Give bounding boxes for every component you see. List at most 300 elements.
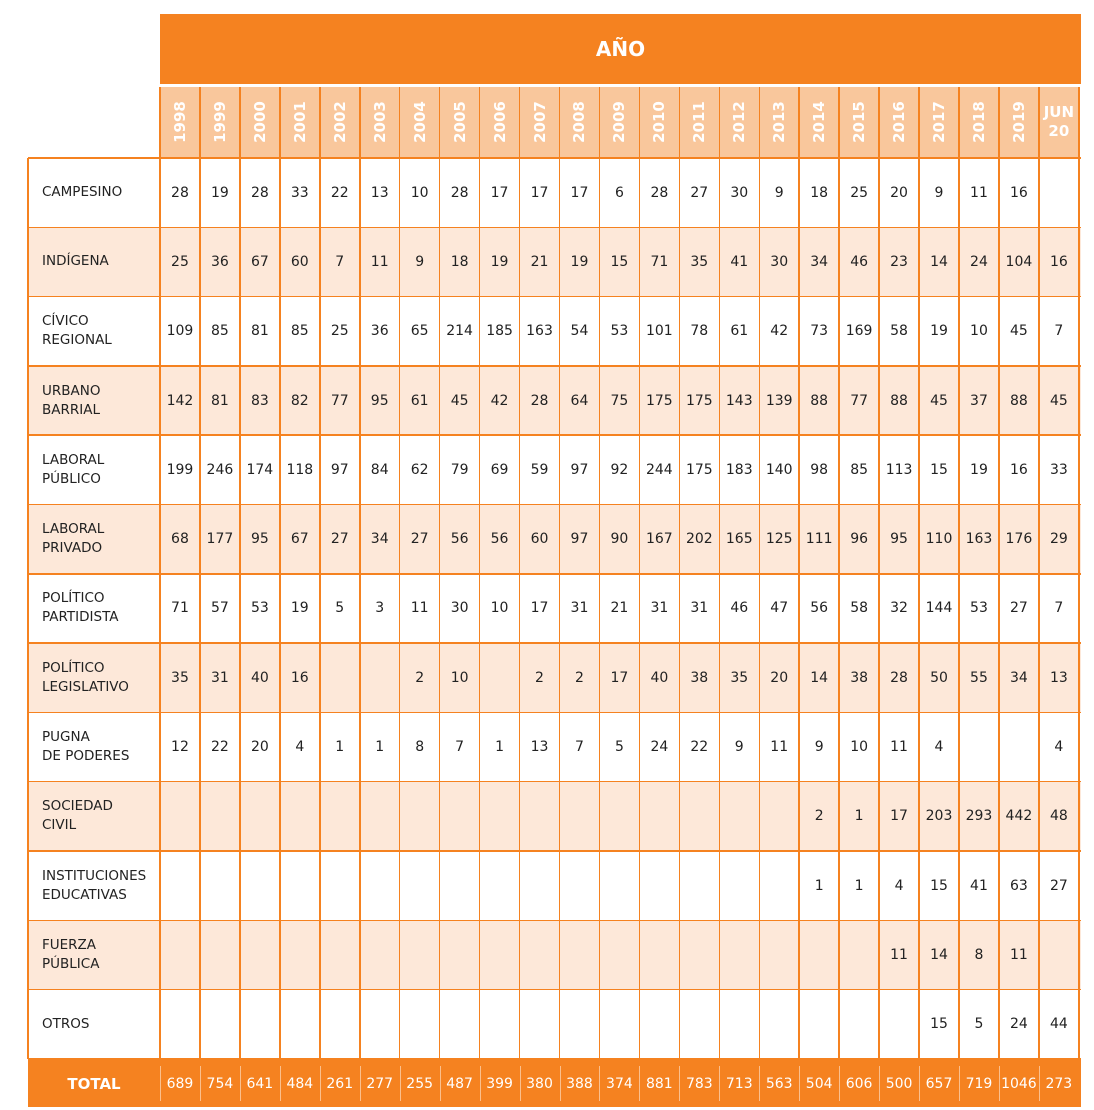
table-cell: [799, 990, 839, 1059]
table-cell: [480, 782, 520, 851]
table-cell: 38: [850, 669, 869, 686]
table-cell: [639, 920, 679, 989]
table-cell: 82: [290, 392, 309, 409]
table-cell: 10: [970, 323, 988, 340]
total-separator: [959, 1066, 960, 1101]
table-cell: 28: [530, 392, 549, 409]
table-cell: 50: [930, 669, 948, 686]
table-cell: 54: [570, 323, 589, 340]
table-cell: 19: [570, 253, 589, 270]
table-cell: 61: [410, 392, 429, 409]
total-cell: 754: [206, 1075, 234, 1092]
table-cell: 25: [171, 253, 189, 270]
total-separator: [719, 1066, 720, 1101]
table-cell: [959, 712, 999, 781]
table-cell: 17: [570, 184, 589, 201]
year-column-label: 2018: [969, 101, 988, 143]
table-cell: [560, 920, 600, 989]
table-cell: 31: [210, 669, 229, 686]
year-column-header: [919, 87, 959, 157]
table-cell: 13: [370, 184, 389, 201]
year-column-header: [999, 87, 1039, 157]
table-cell: [360, 990, 400, 1059]
table-cell: 19: [490, 253, 509, 270]
table-cell: [679, 851, 719, 920]
table-cell: 125: [765, 531, 793, 548]
table-cell: [639, 990, 679, 1059]
table-cell: 19: [290, 600, 309, 617]
table-cell: 113: [885, 461, 913, 478]
year-column-header: [599, 87, 639, 157]
table-cell: [759, 990, 799, 1059]
table-cell: 75: [610, 392, 629, 409]
table-cell: [599, 990, 639, 1059]
total-cell: 487: [446, 1075, 473, 1092]
grid-line-horizontal: [28, 573, 1081, 575]
table-cell: 13: [1049, 669, 1068, 686]
table-cell: 6: [614, 184, 624, 201]
table-cell: [360, 782, 400, 851]
table-cell: 183: [725, 461, 753, 478]
year-column-label: 2019: [1009, 101, 1028, 143]
table-cell: 143: [725, 392, 753, 409]
table-cell: 48: [1049, 808, 1068, 825]
table-cell: 35: [171, 669, 189, 686]
table-cell: 40: [650, 669, 669, 686]
year-column-label: 2008: [570, 101, 589, 143]
table-cell: 73: [810, 323, 829, 340]
table-cell: 81: [250, 323, 269, 340]
total-separator: [440, 1066, 441, 1101]
table-cell: [440, 851, 480, 920]
table-cell: 140: [765, 461, 793, 478]
table-cell: [480, 851, 520, 920]
table-cell: 2: [535, 669, 544, 686]
total-cell: 388: [566, 1075, 593, 1092]
table-cell: [560, 851, 600, 920]
table-cell: 15: [610, 253, 629, 270]
table-cell: [320, 782, 360, 851]
grid-line-vertical: [27, 158, 29, 1059]
table-cell: 144: [925, 600, 953, 617]
table-cell: 45: [1009, 323, 1028, 340]
year-column-label: 2013: [770, 101, 789, 143]
table-cell: 59: [530, 461, 549, 478]
table-cell: [520, 851, 560, 920]
table-cell: 111: [805, 531, 833, 548]
table-cell: 92: [610, 461, 629, 478]
table-cell: [679, 990, 719, 1059]
table-cell: 13: [530, 739, 549, 756]
table-cell: 88: [810, 392, 829, 409]
table-cell: 40: [250, 669, 269, 686]
table-cell: [679, 782, 719, 851]
table-cell: [280, 782, 320, 851]
table-cell: 27: [410, 531, 429, 548]
table-cell: 56: [450, 531, 469, 548]
table-cell: 11: [770, 739, 789, 756]
total-separator: [400, 1066, 401, 1101]
table-cell: 25: [850, 184, 869, 201]
table-cell: 4: [295, 739, 305, 756]
year-column-label: 2014: [810, 101, 829, 143]
grid-line-horizontal: [28, 504, 1081, 506]
table-cell: 14: [930, 253, 948, 270]
table-cell: 142: [166, 392, 194, 409]
year-column-header: [679, 87, 719, 157]
table-cell: 37: [970, 392, 988, 409]
table-cell: 27: [690, 184, 709, 201]
table-cell: 81: [210, 392, 229, 409]
table-cell: [320, 990, 360, 1059]
table-cell: [799, 920, 839, 989]
table-cell: [280, 990, 320, 1059]
year-column-label: 2004: [410, 101, 429, 143]
table-cell: 4: [894, 877, 904, 894]
table-cell: 10: [450, 669, 469, 686]
year-column-header: [440, 87, 480, 157]
table-cell: [400, 851, 440, 920]
table-cell: 60: [530, 531, 549, 548]
table-cell: [240, 851, 280, 920]
year-column-header: [360, 87, 400, 157]
table-cell: 85: [850, 461, 869, 478]
table-cell: 68: [171, 531, 189, 548]
table-cell: 11: [970, 184, 988, 201]
table-cell: [440, 990, 480, 1059]
table-cell: 11: [370, 253, 389, 270]
table-cell: 53: [970, 600, 988, 617]
table-cell: 22: [330, 184, 349, 201]
table-cell: [240, 782, 280, 851]
table-cell: [280, 851, 320, 920]
table-cell: 19: [930, 323, 948, 340]
table-cell: 9: [734, 739, 744, 756]
table-cell: [200, 920, 240, 989]
table-cell: 10: [490, 600, 509, 617]
table-cell: 185: [486, 323, 513, 340]
table-cell: [200, 990, 240, 1059]
year-column-header: [400, 87, 440, 157]
table-cell: 21: [530, 253, 549, 270]
table-cell: 17: [530, 600, 549, 617]
year-column-label: 2015: [850, 101, 869, 143]
table-cell: 28: [650, 184, 669, 201]
row-label: FUERZA PÚBLICA: [42, 936, 100, 972]
total-separator: [1039, 1066, 1040, 1101]
table-cell: 46: [730, 600, 749, 617]
table-cell: 17: [490, 184, 509, 201]
total-cell: 255: [406, 1075, 434, 1092]
table-cell: 57: [210, 600, 229, 617]
total-separator: [200, 1066, 201, 1101]
table-cell: 15: [930, 1016, 948, 1033]
total-cell: 500: [885, 1075, 913, 1092]
year-column-header: [480, 87, 520, 157]
table-cell: [560, 782, 600, 851]
table-cell: 118: [286, 461, 314, 478]
total-separator: [360, 1066, 361, 1101]
year-column-label: 2009: [610, 101, 629, 143]
table-cell: 45: [1049, 392, 1068, 409]
table-cell: 38: [690, 669, 709, 686]
grid-line-horizontal: [28, 227, 1081, 229]
table-cell: 58: [890, 323, 908, 340]
table-cell: [520, 782, 560, 851]
grid-line-horizontal: [28, 296, 1081, 298]
table-cell: 61: [730, 323, 749, 340]
table-cell: 88: [890, 392, 908, 409]
table-cell: 67: [250, 253, 269, 270]
row-label: URBANO BARRIAL: [42, 382, 101, 418]
table-cell: 202: [685, 531, 713, 548]
year-column-label: 2017: [930, 101, 949, 143]
table-cell: 7: [575, 739, 584, 756]
total-separator: [919, 1066, 920, 1101]
table-cell: 20: [770, 669, 789, 686]
table-cell: [480, 920, 520, 989]
table-cell: [280, 920, 320, 989]
table-cell: 34: [370, 531, 389, 548]
total-cell: 563: [765, 1075, 793, 1092]
year-column-header: [959, 87, 999, 157]
table-cell: 7: [1054, 323, 1064, 340]
total-separator: [759, 1066, 760, 1101]
table-cell: [240, 920, 280, 989]
table-cell: 1: [814, 877, 824, 894]
table-cell: 27: [1009, 600, 1028, 617]
year-column-header: [520, 87, 560, 157]
table-cell: 244: [645, 461, 673, 478]
table-cell: 22: [210, 739, 229, 756]
table-cell: 214: [446, 323, 473, 340]
year-column-header: [799, 87, 839, 157]
year-header: [160, 14, 1081, 84]
table-cell: 98: [810, 461, 829, 478]
total-cell: 606: [845, 1075, 873, 1092]
year-column-label: 2005: [450, 101, 469, 143]
table-cell: 77: [850, 392, 869, 409]
table-cell: [719, 782, 759, 851]
table-cell: 14: [930, 946, 948, 963]
year-column-header: [320, 87, 360, 157]
table-cell: [599, 851, 639, 920]
table-cell: 4: [1054, 739, 1064, 756]
table-cell: 95: [890, 531, 908, 548]
table-cell: 62: [410, 461, 429, 478]
total-separator: [480, 1066, 481, 1101]
total-cell: 273: [1045, 1075, 1073, 1092]
table-cell: 4: [934, 739, 944, 756]
table-cell: 11: [890, 946, 908, 963]
table-cell: 53: [610, 323, 629, 340]
table-cell: [879, 990, 919, 1059]
table-cell: [320, 920, 360, 989]
grid-line-horizontal: [28, 920, 1081, 922]
table-cell: [440, 920, 480, 989]
table-cell: 139: [765, 392, 793, 409]
total-cell: 713: [725, 1075, 753, 1092]
year-column-label: 1999: [210, 101, 229, 143]
total-cell: 641: [246, 1075, 274, 1092]
total-separator: [520, 1066, 521, 1101]
table-cell: [160, 920, 200, 989]
table-cell: 1: [375, 739, 385, 756]
table-cell: 71: [650, 253, 669, 270]
table-cell: 176: [1005, 531, 1033, 548]
table-cell: [560, 990, 600, 1059]
table-cell: 7: [1054, 600, 1064, 617]
row-label: PUGNA DE PODERES: [42, 729, 130, 765]
table-cell: 2: [814, 808, 824, 825]
table-cell: 5: [335, 600, 345, 617]
table-cell: 19: [210, 184, 229, 201]
grid-line-horizontal: [28, 642, 1081, 644]
table-cell: 3: [375, 600, 385, 617]
row-label: LABORAL PRIVADO: [42, 521, 105, 557]
table-cell: 12: [171, 739, 189, 756]
year-column-header: [200, 87, 240, 157]
table-cell: 60: [290, 253, 309, 270]
table-cell: [839, 920, 879, 989]
row-label: SOCIEDAD CIVIL: [42, 798, 113, 834]
year-column-header: [879, 87, 919, 157]
year-column-label: 1998: [170, 101, 189, 143]
table-cell: 47: [770, 600, 789, 617]
table-cell: [400, 920, 440, 989]
table-cell: 203: [925, 808, 953, 825]
year-column-header: [280, 87, 320, 157]
total-cell: 504: [805, 1075, 833, 1092]
grid-line-horizontal: [28, 781, 1081, 783]
year-column-header: [560, 87, 600, 157]
table-cell: 46: [850, 253, 869, 270]
table-cell: 15: [930, 461, 948, 478]
table-cell: 30: [770, 253, 789, 270]
total-cell: 261: [326, 1075, 354, 1092]
table-cell: [759, 851, 799, 920]
table-cell: 79: [450, 461, 469, 478]
total-cell: 484: [286, 1075, 314, 1092]
table-cell: 32: [890, 600, 908, 617]
year-column-label: 2000: [250, 101, 269, 143]
total-separator: [799, 1066, 800, 1101]
table-cell: 246: [206, 461, 234, 478]
table-cell: 97: [570, 461, 589, 478]
table-cell: [360, 643, 400, 712]
table-cell: 17: [530, 184, 549, 201]
table-cell: 85: [290, 323, 309, 340]
table-cell: 67: [290, 531, 309, 548]
table-cell: 44: [1049, 1016, 1068, 1033]
year-column-label: 2016: [890, 101, 909, 143]
table-cell: 9: [814, 739, 824, 756]
table-cell: 53: [250, 600, 269, 617]
table-cell: 35: [730, 669, 749, 686]
table-cell: 95: [370, 392, 389, 409]
table-cell: 1: [854, 808, 864, 825]
table-cell: 9: [934, 184, 944, 201]
table-cell: 33: [1049, 461, 1068, 478]
table-cell: [1039, 158, 1079, 227]
table-cell: 167: [645, 531, 673, 548]
table-cell: 71: [171, 600, 189, 617]
table-cell: 2: [575, 669, 584, 686]
year-column-label: 2006: [490, 101, 509, 143]
table-cell: 88: [1009, 392, 1028, 409]
table-cell: 28: [450, 184, 469, 201]
table-cell: [240, 990, 280, 1059]
table-cell: [1039, 920, 1079, 989]
table-cell: 24: [1009, 1016, 1028, 1033]
total-separator: [639, 1066, 640, 1101]
table-cell: [520, 920, 560, 989]
table-cell: [200, 782, 240, 851]
table-cell: 177: [206, 531, 234, 548]
total-separator: [160, 1066, 161, 1101]
total-cell: 719: [965, 1075, 993, 1092]
table-cell: 5: [974, 1016, 984, 1033]
table-cell: [320, 851, 360, 920]
table-cell: 78: [690, 323, 709, 340]
table-cell: 17: [890, 808, 908, 825]
table-cell: 30: [450, 600, 469, 617]
grid-line-horizontal: [28, 434, 1081, 436]
table-cell: 175: [685, 461, 713, 478]
grid-line-horizontal: [28, 365, 1081, 367]
table-cell: 96: [850, 531, 869, 548]
table-cell: 11: [410, 600, 429, 617]
total-separator: [999, 1066, 1000, 1101]
table-cell: 20: [890, 184, 908, 201]
table-cell: 9: [415, 253, 425, 270]
table-cell: 27: [1049, 877, 1068, 894]
total-separator: [280, 1066, 281, 1101]
table-cell: 14: [810, 669, 829, 686]
table-cell: 7: [455, 739, 465, 756]
table-cell: 58: [850, 600, 869, 617]
table-cell: [160, 990, 200, 1059]
table-cell: 34: [810, 253, 829, 270]
year-column-label: JUN 20: [1043, 103, 1075, 140]
total-cell: 277: [366, 1075, 394, 1092]
table-cell: 41: [970, 877, 988, 894]
table-cell: 64: [570, 392, 589, 409]
table-cell: 11: [890, 739, 908, 756]
table-cell: 11: [1009, 946, 1028, 963]
table-cell: 175: [685, 392, 713, 409]
table-cell: 63: [1009, 877, 1028, 894]
table-cell: 25: [330, 323, 349, 340]
table-cell: 19: [970, 461, 988, 478]
table-cell: 1: [495, 739, 505, 756]
grid-line-horizontal: [28, 850, 1081, 852]
year-column-label: 2012: [730, 101, 749, 143]
table-cell: 23: [890, 253, 908, 270]
grid-line-horizontal: [28, 989, 1081, 991]
table-cell: 30: [730, 184, 749, 201]
table-cell: 65: [410, 323, 429, 340]
table-cell: 15: [930, 877, 948, 894]
total-cell: 783: [685, 1075, 713, 1092]
table-cell: 28: [890, 669, 908, 686]
grid-line-horizontal: [28, 157, 1081, 159]
table-cell: 110: [925, 531, 953, 548]
table-cell: 1: [854, 877, 864, 894]
table-cell: [400, 990, 440, 1059]
table-cell: 36: [210, 253, 229, 270]
row-label: CAMPESINO: [42, 184, 123, 201]
